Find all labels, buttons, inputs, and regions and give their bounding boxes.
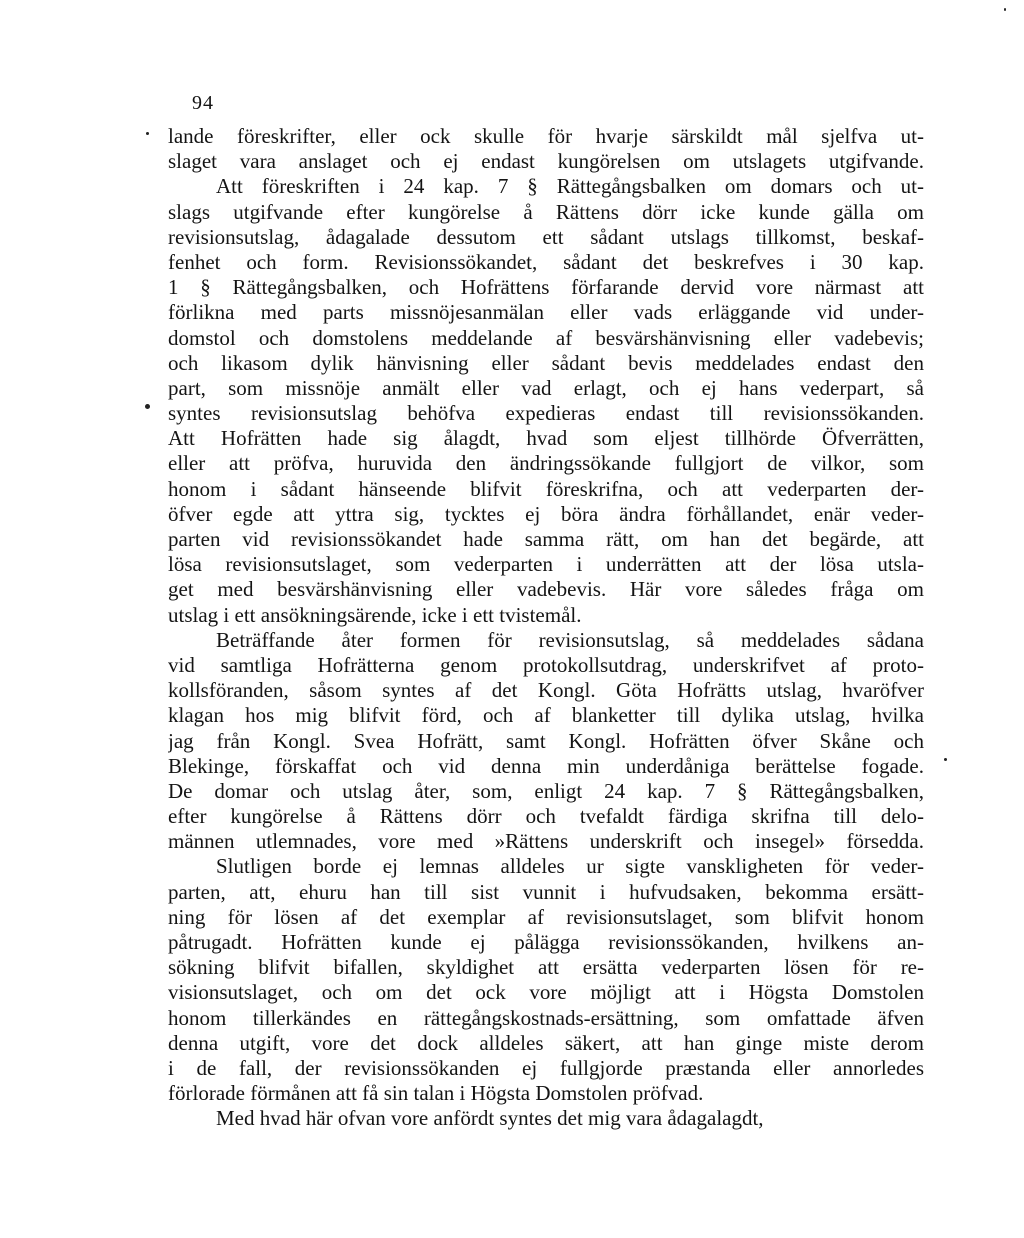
text-line: Med hvad här ofvan vore anfördt syntes det mig vara ådagalagdt, xyxy=(216,1106,764,1131)
text-line: och likasom dylik hänvisning eller sådant bevis meddelades endast den xyxy=(168,350,924,375)
text-line: domstol och domstolens meddelande af besvärshänvisning eller vadebevis; xyxy=(168,325,924,350)
scan-speck xyxy=(1004,8,1006,11)
text-line: eller att pröfva, huruvida den ändringssökande fullgjort de vilkor, som xyxy=(168,451,924,476)
text-line: klagan hos mig blifvit förd, och af blanketter till dylika utslag, hvilka xyxy=(168,703,924,728)
text-line: parten, att, ehuru han till sist vunnit i hufvudsaken, bekomma ersätt- xyxy=(168,879,924,904)
text-line: förlikna med parts missnöjesanmälan eller vads erläggande vid under- xyxy=(168,300,924,325)
text-line: utslag i ett ansökningsärende, icke i ett tvistemål. xyxy=(168,602,582,627)
text-line: De domar och utslag åter, som, enligt 24 kap. 7 § Rättegångsbalken, xyxy=(168,778,924,803)
text-line: ning för lösen af det exemplar af revisionsutslaget, som blifvit honom xyxy=(168,904,924,929)
text-line: syntes revisionsutslag behöfva expedieras endast till revisionssökanden. xyxy=(168,401,924,426)
text-line: männen utlemnades, vore med »Rättens underskrift och insegel» försedda. xyxy=(168,829,924,854)
text-line: påtrugadt. Hofrätten kunde ej pålägga revisionssökanden, hvilkens an- xyxy=(168,930,924,954)
text-line: sökning blifvit bifallen, skyldighet att ersätta vederparten lösen för re- xyxy=(168,955,924,980)
body-text xyxy=(168,124,924,1132)
text-line: kollsföranden, såsom syntes af det Kongl. Göta Hofrätts utslag, hvaröfver xyxy=(168,678,924,703)
text-line: visionsutslaget, och om det ock vore möjligt att i Högsta Domstolen xyxy=(168,980,924,1005)
scan-speck xyxy=(146,132,149,135)
text-line: denna utgift, vore det dock alldeles säkert, att han ginge miste derom xyxy=(168,1030,924,1055)
text-line: vid samtliga Hofrätterna genom protokollsutdrag, underskrifvet af proto- xyxy=(168,652,924,677)
text-line: lande föreskrifter, eller ock skulle för hvarje särskildt mål sjelfva ut- xyxy=(168,124,924,148)
text-line: efter kungörelse å Rättens dörr och tvefaldt färdiga skrifna till delo- xyxy=(168,804,924,829)
page-number: 94 xyxy=(192,92,214,114)
text-line: Beträffande åter formen för revisionsutslag, så meddelades sådana xyxy=(216,627,924,652)
text-line: i de fall, der revisionssökanden ej fullgjorde præstanda eller annorledes xyxy=(168,1055,924,1080)
text-line: förlorade förmånen att få sin talan i Högsta Domstolen pröfvad. xyxy=(168,1081,704,1106)
text-line: part, som missnöje anmält eller vad erlagt, och ej hans vederpart, så xyxy=(168,375,924,400)
text-line: jag från Kongl. Svea Hofrätt, samt Kongl. Hofrätten öfver Skåne och xyxy=(168,728,924,753)
text-line: honom i sådant hänseende blifvit föreskrifna, och att vederparten der- xyxy=(168,476,924,501)
text-line: Att Hofrätten hade sig ålagdt, hvad som eljest tillhörde Öfverrätten, xyxy=(168,426,924,451)
text-line: Att föreskriften i 24 kap. 7 § Rättegångsbalken om domars och ut- xyxy=(216,174,924,199)
text-line: 1 § Rättegångsbalken, och Hofrättens förfarande dervid vore närmast att xyxy=(168,275,924,300)
text-line: öfver egde att yttra sig, tycktes ej böra ändra förhållandet, enär veder- xyxy=(168,501,924,526)
text-line: fenhet och form. Revisionssökandet, sådant det beskrefves i 30 kap. xyxy=(168,249,924,274)
scan-speck xyxy=(944,758,947,761)
text-line: honom tillerkändes en rättegångskostnads-ersättning, som omfattade äfven xyxy=(168,1005,924,1030)
text-line: revisionsutslag, ådagalade dessutom ett sådant utslags tillkomst, beskaf- xyxy=(168,224,924,249)
text-line: Slutligen borde ej lemnas alldeles ur sigte vanskligheten för veder- xyxy=(216,854,924,879)
text-line: parten vid revisionssökandet hade samma rätt, om han det begärde, att xyxy=(168,527,924,551)
text-line: get med besvärshänvisning eller vadebevis. Här vore således fråga om xyxy=(168,577,924,602)
text-line: Blekinge, förskaffat och vid denna min underdåniga berättelse fogade. xyxy=(168,753,924,778)
scan-speck xyxy=(145,404,150,409)
text-line: slaget vara anslaget och ej endast kungörelsen om utslagets utgifvande. xyxy=(168,149,924,174)
text-line: slags utgifvande efter kungörelse å Rättens dörr icke kunde gälla om xyxy=(168,199,924,224)
text-line: lösa revisionsutslaget, som vederparten i underrätten att der lösa utsla- xyxy=(168,552,924,577)
